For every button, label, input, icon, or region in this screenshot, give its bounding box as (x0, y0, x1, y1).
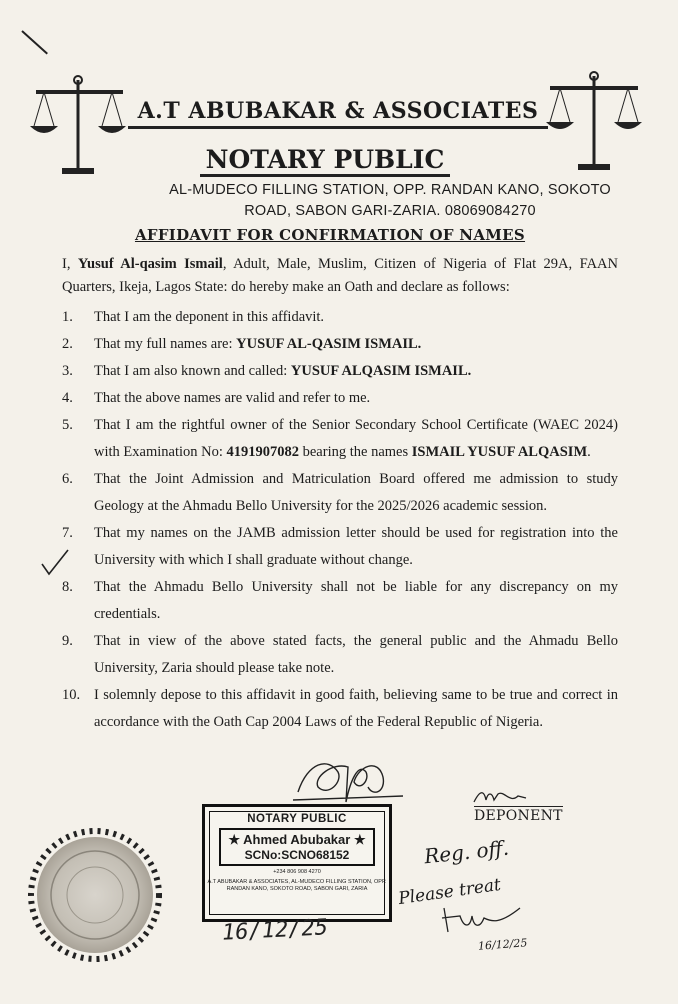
handwritten-date: 16/12/25 (477, 936, 528, 953)
declaration-list (62, 304, 618, 736)
alias-names: YUSUF ALQASIM ISMAIL. (290, 363, 472, 379)
exam-number: 4191907082 (226, 444, 299, 460)
list-item (62, 574, 618, 628)
list-item (62, 520, 618, 574)
item-text: That the Ahmadu Bello University shall not be liable for any discrepancy on my credentials. (94, 579, 618, 622)
list-item (62, 628, 618, 682)
item-text: bearing the names (299, 444, 412, 460)
pen-mark (21, 30, 48, 54)
scales-of-justice-icon (28, 70, 128, 180)
item-text: I solemnly depose to this affidavit in good faith, believing same to be true and correct in accordance with the Oath Cap 2004 Laws of the Federal Republic of Nigeria. (94, 687, 618, 730)
affidavit-heading: AFFIDAVIT FOR CONFIRMATION OF NAMES (134, 226, 526, 244)
item-number: 3. (62, 363, 73, 379)
handwritten-note: Please treat (397, 874, 503, 910)
notary-name-text: Ahmed Abubakar (243, 832, 351, 847)
notary-signature-icon (288, 752, 408, 812)
initials-signature-icon (440, 902, 524, 938)
deponent-name: Yusuf Al-qasim Ismail (77, 256, 223, 272)
item-text: That I am the deponent in this affidavit. (94, 309, 325, 325)
notary-name: ★ Ahmed Abubakar ★ (228, 832, 366, 847)
item-number: 6. (62, 471, 73, 487)
item-text: That the above names are valid and refer to me. (94, 390, 371, 406)
item-text: That my full names are: (94, 336, 237, 352)
deponent-label: DEPONENT (474, 808, 563, 824)
stamp-phone: +234 806 908 4270 (273, 869, 321, 875)
address-line: AL-MUDECO FILLING STATION, OPP. RANDAN KANO, SOKOTO (169, 182, 611, 198)
list-item (62, 682, 618, 736)
item-text: That my names on the JAMB admission letter should be used for registration into the University with which I shall graduate without change. (94, 525, 618, 568)
stamp-border (209, 811, 385, 915)
item-number: 9. (62, 633, 73, 649)
item-text: That the Joint Admission and Matriculation Board offered me admission to study Geology at the Ahmadu Bello University for the 2025/2026 academic session. (94, 471, 618, 514)
list-item (62, 358, 618, 385)
item-number: 1. (62, 309, 73, 325)
item-number: 8. (62, 579, 73, 595)
certificate-names: ISMAIL YUSUF ALQASIM (411, 444, 588, 460)
stamp-address: A.T ABUBAKAR & ASSOCIATES, AL-MUDECO FILLING STATION, OPP. RANDAN KANO, SOKOTO ROAD, SABON GARI, ZARIA (207, 879, 387, 892)
intro-paragraph (62, 253, 618, 299)
notary-stamp (202, 804, 392, 922)
list-item (62, 466, 618, 520)
item-number: 5. (62, 417, 73, 433)
stamp-date: 16/12/25 (221, 915, 329, 946)
item-number: 2. (62, 336, 73, 352)
checkmark-icon (40, 548, 70, 578)
address-line: ROAD, SABON GARI-ZARIA. 08069084270 (244, 203, 536, 219)
item-text: That I am also known and called: (94, 363, 291, 379)
firm-address (160, 180, 620, 222)
handwritten-note: Reg. off. (422, 835, 511, 869)
intro-prefix: I, (62, 256, 78, 272)
intro-text: , Adult, Male, Muslim, Citizen of Nigeria of Flat 29A, FAAN Quarters, Ikeja, Lagos State: do hereby make an Oath and declare as follows: (62, 256, 618, 295)
item-text: . (587, 444, 591, 460)
firm-name: A.T ABUBAKAR & ASSOCIATES (128, 98, 548, 129)
list-item (62, 304, 618, 331)
notary-seal-icon (24, 820, 166, 970)
list-item (62, 331, 618, 358)
scales-of-justice-icon (542, 66, 646, 176)
list-item (62, 412, 618, 466)
full-names: YUSUF AL-QASIM ISMAIL. (236, 336, 422, 352)
item-text: That in view of the above stated facts, the general public and the Ahmadu Bello University, Zaria should please take note. (94, 633, 618, 676)
item-number: 7. (62, 525, 73, 541)
list-item (62, 385, 618, 412)
item-text: That I am the rightful owner of the Senior Secondary School Certificate (WAEC 2024) with Examination No: (94, 417, 618, 460)
item-number: 4. (62, 390, 73, 406)
stamp-header: NOTARY PUBLIC (247, 813, 347, 825)
notary-scn: SCNo:SCNO68152 (244, 848, 350, 862)
item-number: 10. (62, 687, 81, 703)
notary-title: NOTARY PUBLIC (200, 145, 450, 177)
